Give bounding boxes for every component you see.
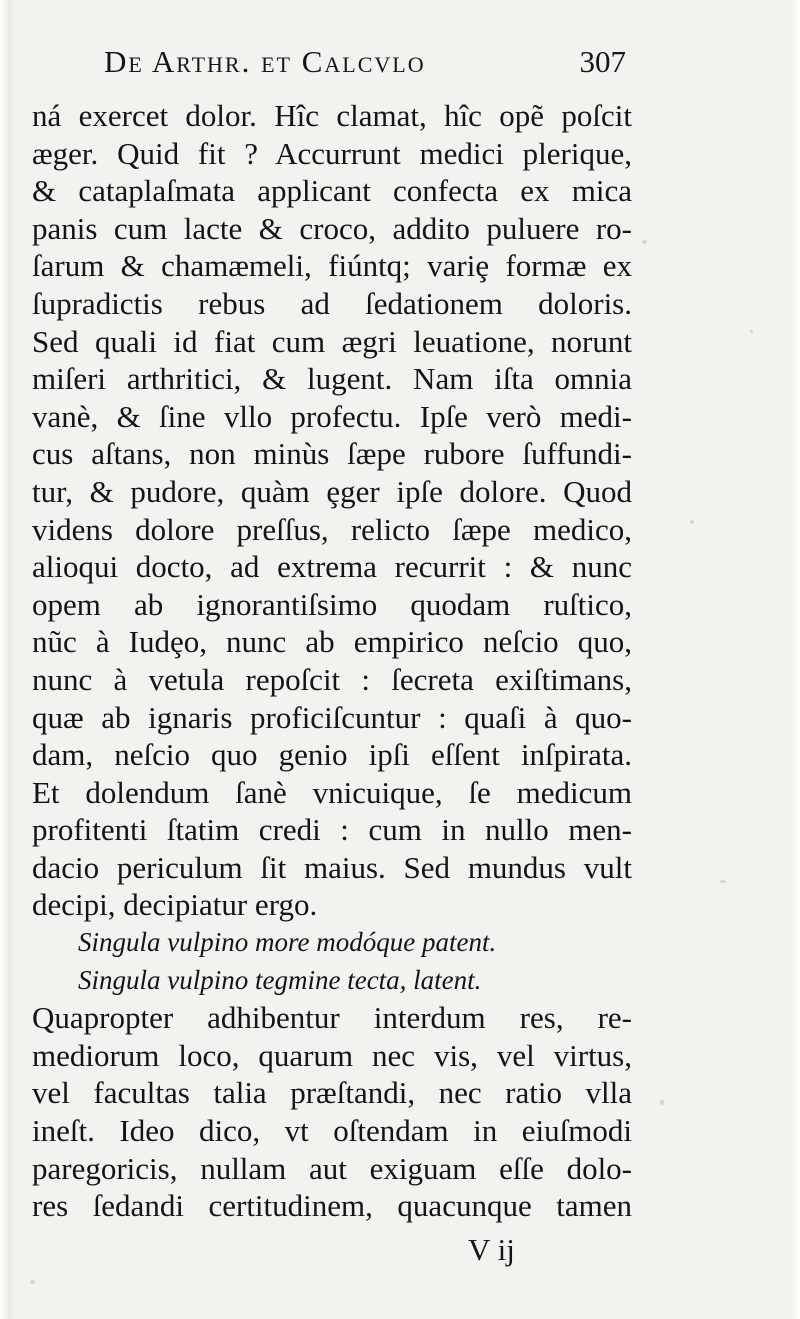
paper-speck: [690, 520, 694, 524]
text-line: cus aſtans, non minùs ſæpe rubore ſuffundi-: [32, 436, 632, 472]
text-line: opem ab ignorantiſsimo quodam ruſtico,: [32, 586, 632, 622]
text-line: Sed quali id fiat cum ægri leuatione, norunt: [32, 323, 632, 359]
paper-speck: [660, 1100, 664, 1105]
running-header: [100, 44, 630, 90]
paper-speck: [30, 1280, 35, 1284]
text-line: ná exercet dolor. Hîc clamat, hîc opẽ poſcit: [32, 98, 632, 133]
running-title: De Arthr. et Calcvlo: [104, 44, 426, 79]
page-edge-left: [0, 0, 14, 1319]
text-line: alioqui docto, ad extrema recurrit : & nunc: [32, 549, 632, 585]
paper-speck: [642, 240, 647, 244]
text-line: dacio periculum ſit maius. Sed mundus vult: [32, 849, 632, 885]
text-line: paregoricis, nullam aut exiguam eſſe dolo-: [32, 1150, 632, 1186]
text-line: res ſedandi certitudinem, quacunque tamen: [32, 1188, 632, 1224]
text-line: nunc à vetula repoſcit : ſecreta exiſtimans,: [32, 661, 632, 697]
text-line: quæ ab ignaris proficiſcuntur : quaſi à quo-: [32, 699, 632, 735]
text-line: Quapropter adhibentur interdum res, re-: [32, 1000, 632, 1036]
text-line: vanè, & ſine vllo profectu. Ipſe verò medi-: [32, 398, 632, 434]
text-line: ſarum & chamæmeli, fiúntq; variȩ formæ ex: [32, 248, 632, 284]
text-line: nũc à Iudȩo, nunc ab empirico neſcio quo,: [32, 624, 632, 660]
page-number: 307: [579, 44, 626, 79]
text-line: & cataplaſmata applicant confecta ex mica: [32, 173, 632, 209]
text-line: Et dolendum ſanè vnicuique, ſe medicum: [32, 774, 632, 810]
verse-line: Singula vulpino tegmine tecta, latent.: [78, 964, 482, 995]
paper-speck: [750, 330, 753, 333]
paper-speck: [720, 880, 726, 883]
text-line: dam, neſcio quo genio ipſi eſſent inſpirata.: [32, 737, 632, 773]
text-line: mediorum loco, quarum nec vis, vel virtus,: [32, 1037, 632, 1073]
text-line: æger. Quid fit ? Accurrunt medici plerique,: [32, 135, 632, 171]
page-edge-right: [790, 0, 800, 1319]
text-line: profitenti ſtatim credi : cum in nullo men-: [32, 812, 632, 848]
text-line: decipi, decipiatur ergo.: [32, 887, 318, 923]
text-line: miſeri arthritici, & lugent. Nam iſta omnia: [32, 361, 632, 397]
signature-mark: V ij: [468, 1232, 515, 1267]
text-line: ineſt. Ideo dico, vt oſtendam in eiuſmodi: [32, 1113, 632, 1149]
text-line: panis cum lacte & croco, addito puluere ro-: [32, 210, 632, 246]
text-line: vel facultas talia præſtandi, nec ratio vlla: [32, 1075, 632, 1111]
text-line: tur, & pudore, quàm ȩger ipſe dolore. Quod: [32, 473, 632, 509]
verse-line: Singula vulpino more modóque patent.: [78, 927, 497, 958]
text-line: videns dolore preſſus, relicto ſæpe medico,: [32, 511, 632, 547]
text-line: ſupradictis rebus ad ſedationem doloris.: [32, 285, 632, 321]
body-text: [32, 97, 632, 1225]
